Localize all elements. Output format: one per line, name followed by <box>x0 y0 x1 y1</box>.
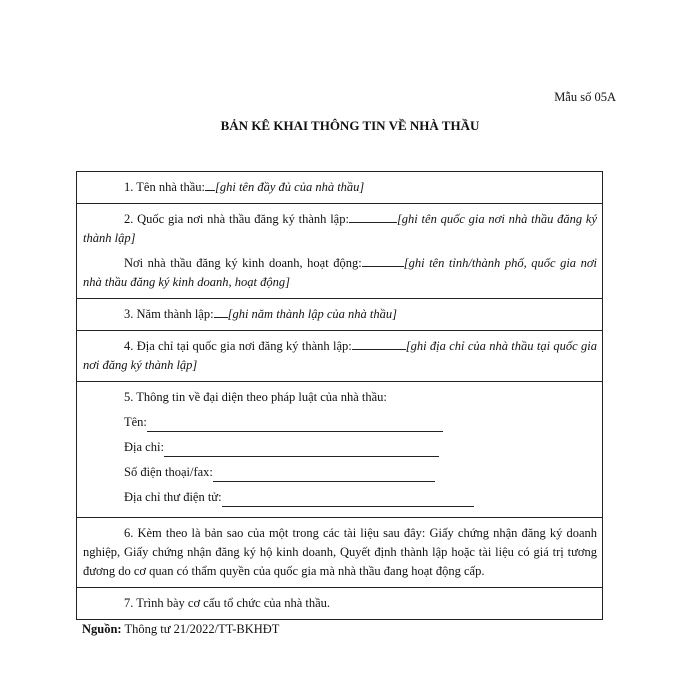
field-phone <box>83 457 597 482</box>
source-value: Thông tư 21/2022/TT-BKHĐT <box>124 622 280 636</box>
email-field-label: Địa chỉ thư điện tử: <box>124 490 222 504</box>
row-address <box>77 330 602 381</box>
contractor-info-table <box>76 171 603 620</box>
contractor-name-hint: [ghi tên đầy đủ của nhà thầu] <box>215 180 365 194</box>
country-label: 2. Quốc gia nơi nhà thầu đăng ký thành lập: <box>124 212 349 226</box>
business-place-hint: [ghi tên tỉnh/thành phố, quốc gia nơi nhà thầu đăng ký kinh doanh, hoạt động] <box>83 256 597 289</box>
row-attached-documents <box>77 517 602 587</box>
organization-structure-text: 7. Trình bày cơ cấu tổ chức của nhà thầu. <box>124 596 331 610</box>
contractor-name-label: 1. Tên nhà thầu: <box>124 180 205 194</box>
fill-blank <box>349 210 397 223</box>
form-code: Mẫu số 05A <box>554 90 616 104</box>
field-address <box>83 432 597 457</box>
name-field-line[interactable] <box>147 417 443 432</box>
address-field-label: Địa chỉ: <box>124 440 164 454</box>
fill-blank <box>352 337 406 350</box>
email-field-line[interactable] <box>222 492 474 507</box>
row-country-registration <box>77 203 602 298</box>
row-legal-representative <box>77 381 602 517</box>
address-label: 4. Địa chỉ tại quốc gia nơi đăng ký thành lập: <box>124 339 352 353</box>
phone-field-label: Số điện thoại/fax: <box>124 465 213 479</box>
name-field-label: Tên: <box>124 415 147 429</box>
field-name <box>83 407 597 432</box>
business-place-label: Nơi nhà thầu đăng ký kinh doanh, hoạt động: <box>124 256 362 270</box>
source-label: Nguồn: <box>82 622 122 636</box>
fill-blank <box>214 305 228 318</box>
founding-year-hint: [ghi năm thành lập của nhà thầu] <box>227 307 398 321</box>
attached-documents-text: 6. Kèm theo là bản sao của một trong các tài liệu sau đây: Giấy chứng nhận đăng ký doanh nghiệp, Giấy chứng nhận đăng ký hộ kinh doanh, Quyết định thành lập hoặc tài liệu có giá trị tương đương do cơ quan có thẩm quyền của quốc gia mà nhà thầu đang hoạt động cấp. <box>83 526 597 578</box>
source-note <box>82 622 279 637</box>
row-contractor-name <box>77 172 602 203</box>
row-founding-year <box>77 298 602 330</box>
phone-field-line[interactable] <box>213 467 435 482</box>
fill-blank <box>362 254 404 267</box>
founding-year-label: 3. Năm thành lập: <box>124 307 214 321</box>
field-email <box>83 482 597 507</box>
fill-blank <box>205 178 215 191</box>
row-organization-structure <box>77 587 602 619</box>
country-hint: [ghi tên quốc gia nơi nhà thầu đăng ký thành lập] <box>83 212 598 245</box>
legal-rep-label: 5. Thông tin về đại diện theo pháp luật của nhà thầu: <box>124 390 387 404</box>
address-hint: [ghi địa chỉ của nhà thầu tại quốc gia nơi đăng ký thành lập] <box>83 339 597 372</box>
document-title: BẢN KÊ KHAI THÔNG TIN VỀ NHÀ THẦU <box>220 118 480 133</box>
address-field-line[interactable] <box>164 442 439 457</box>
